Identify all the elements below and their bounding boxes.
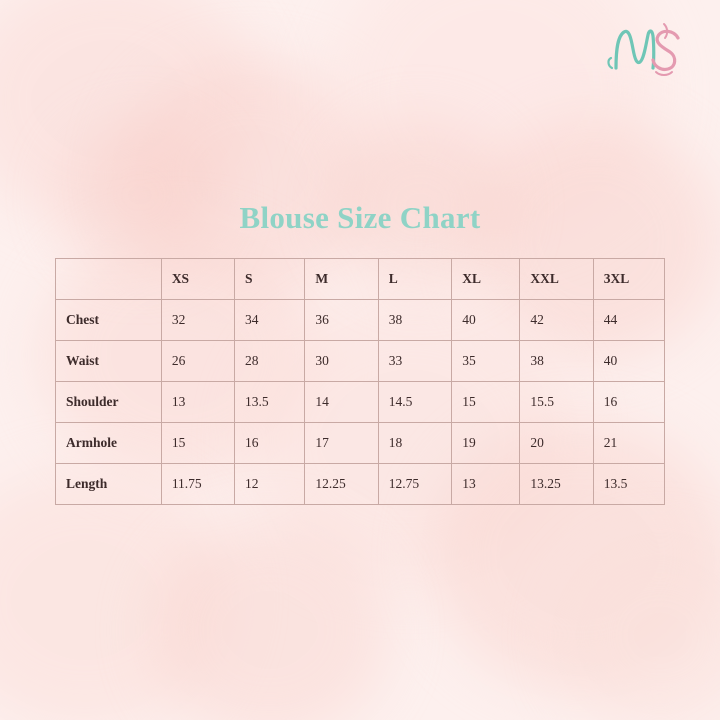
background-blob [60, 120, 220, 270]
cell-length-3xl: 13.5 [593, 464, 664, 505]
table-corner-cell [56, 259, 162, 300]
cell-armhole-xs: 15 [161, 423, 234, 464]
cell-shoulder-3xl: 16 [593, 382, 664, 423]
cell-waist-s: 28 [235, 341, 305, 382]
ms-monogram-logo-icon [602, 18, 692, 82]
table-row [56, 464, 665, 505]
table-body [56, 300, 665, 505]
cell-armhole-m: 17 [305, 423, 378, 464]
table-header [56, 259, 665, 300]
cell-armhole-s: 16 [235, 423, 305, 464]
cell-chest-xxl: 42 [520, 300, 593, 341]
row-label-armhole: Armhole [56, 423, 162, 464]
table-header-xl: XL [452, 259, 520, 300]
cell-shoulder-m: 14 [305, 382, 378, 423]
cell-length-l: 12.75 [378, 464, 451, 505]
row-label-length: Length [56, 464, 162, 505]
cell-length-s: 12 [235, 464, 305, 505]
table-header-row [56, 259, 665, 300]
cell-waist-m: 30 [305, 341, 378, 382]
cell-chest-s: 34 [235, 300, 305, 341]
cell-length-xs: 11.75 [161, 464, 234, 505]
cell-length-m: 12.25 [305, 464, 378, 505]
cell-waist-3xl: 40 [593, 341, 664, 382]
cell-chest-xl: 40 [452, 300, 520, 341]
cell-armhole-xl: 19 [452, 423, 520, 464]
table-header-s: S [235, 259, 305, 300]
table-row [56, 423, 665, 464]
cell-chest-xs: 32 [161, 300, 234, 341]
page-title: Blouse Size Chart [239, 200, 481, 235]
table-row [56, 341, 665, 382]
cell-chest-l: 38 [378, 300, 451, 341]
cell-shoulder-xs: 13 [161, 382, 234, 423]
table-header-xxl: XXL [520, 259, 593, 300]
cell-shoulder-s: 13.5 [235, 382, 305, 423]
table-row [56, 300, 665, 341]
cell-chest-m: 36 [305, 300, 378, 341]
table-header-l: L [378, 259, 451, 300]
row-label-shoulder: Shoulder [56, 382, 162, 423]
table-row [56, 382, 665, 423]
cell-waist-xl: 35 [452, 341, 520, 382]
table-header-3xl: 3XL [593, 259, 664, 300]
cell-length-xxl: 13.25 [520, 464, 593, 505]
row-label-waist: Waist [56, 341, 162, 382]
size-chart-table [55, 258, 665, 505]
cell-armhole-3xl: 21 [593, 423, 664, 464]
cell-chest-3xl: 44 [593, 300, 664, 341]
cell-armhole-xxl: 20 [520, 423, 593, 464]
row-label-chest: Chest [56, 300, 162, 341]
cell-shoulder-l: 14.5 [378, 382, 451, 423]
table-header-m: M [305, 259, 378, 300]
cell-shoulder-xl: 15 [452, 382, 520, 423]
table-header-xs: XS [161, 259, 234, 300]
cell-shoulder-xxl: 15.5 [520, 382, 593, 423]
size-chart-table-wrap [55, 258, 665, 505]
cell-waist-l: 33 [378, 341, 451, 382]
cell-waist-xs: 26 [161, 341, 234, 382]
cell-armhole-l: 18 [378, 423, 451, 464]
cell-waist-xxl: 38 [520, 341, 593, 382]
cell-length-xl: 13 [452, 464, 520, 505]
